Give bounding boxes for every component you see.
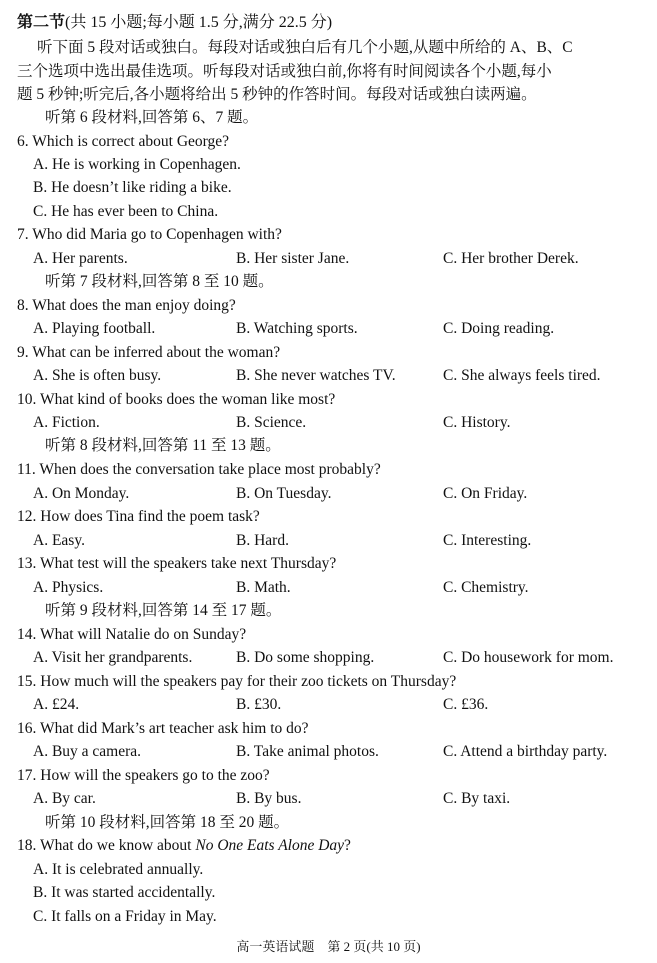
directions-line-3: 题 5 秒钟;听完后,各小题将给出 5 秒钟的作答时间。每段对话或独白读两遍。 bbox=[17, 86, 537, 103]
question-11-option-b: B. On Tuesday. bbox=[236, 485, 332, 502]
question-11-stem: 11. When does the conversation take place most probably? bbox=[17, 461, 381, 478]
question-18-stem-italic: No One Eats Alone Day bbox=[195, 837, 345, 854]
question-18-option-a: A. It is celebrated annually. bbox=[33, 861, 204, 878]
question-6-stem: 6. Which is correct about George? bbox=[17, 133, 230, 150]
question-14-stem: 14. What will Natalie do on Sunday? bbox=[17, 626, 247, 643]
question-18-option-c: C. It falls on a Friday in May. bbox=[33, 908, 217, 925]
question-10-option-c: C. History. bbox=[443, 414, 511, 431]
question-9-option-c: C. She always feels tired. bbox=[443, 367, 601, 384]
question-16-option-b: B. Take animal photos. bbox=[236, 743, 379, 760]
question-13-option-a: A. Physics. bbox=[33, 579, 104, 596]
question-14-option-c: C. Do housework for mom. bbox=[443, 649, 614, 666]
question-9-option-a: A. She is often busy. bbox=[33, 367, 162, 384]
question-15-option-c: C. £36. bbox=[443, 696, 489, 713]
instruction-material-9: 听第 9 段材料,回答第 14 至 17 题。 bbox=[45, 602, 282, 619]
question-12-option-a: A. Easy. bbox=[33, 532, 85, 549]
section-heading bbox=[17, 13, 332, 33]
question-12-option-b: B. Hard. bbox=[236, 532, 289, 549]
question-18-stem bbox=[17, 836, 351, 856]
question-17-option-b: B. By bus. bbox=[236, 790, 302, 807]
question-6-option-c: C. He has ever been to China. bbox=[33, 203, 219, 220]
question-16-option-a: A. Buy a camera. bbox=[33, 743, 142, 760]
question-14-option-b: B. Do some shopping. bbox=[236, 649, 375, 666]
question-17-option-c: C. By taxi. bbox=[443, 790, 511, 807]
question-18-stem-prefix: 18. What do we know about bbox=[17, 837, 196, 854]
question-13-option-b: B. Math. bbox=[236, 579, 291, 596]
question-16-option-c: C. Attend a birthday party. bbox=[443, 743, 608, 760]
question-10-option-a: A. Fiction. bbox=[33, 414, 100, 431]
directions-line-1: 听下面 5 段对话或独白。每段对话或独白后有几个小题,从题中所给的 A、B、C bbox=[37, 39, 573, 56]
question-13-option-c: C. Chemistry. bbox=[443, 579, 529, 596]
section-note: (共 15 小题;每小题 1.5 分,满分 22.5 分) bbox=[65, 14, 333, 31]
question-6-option-a: A. He is working in Copenhagen. bbox=[33, 156, 241, 173]
question-8-stem: 8. What does the man enjoy doing? bbox=[17, 297, 236, 314]
question-15-option-b: B. £30. bbox=[236, 696, 282, 713]
directions-line-2: 三个选项中选出最佳选项。听每段对话或独白前,你将有时间阅读各个小题,每小 bbox=[17, 63, 552, 80]
section-title: 第二节 bbox=[17, 14, 66, 31]
question-8-option-b: B. Watching sports. bbox=[236, 320, 358, 337]
question-17-option-a: A. By car. bbox=[33, 790, 96, 807]
question-11-option-c: C. On Friday. bbox=[443, 485, 528, 502]
question-12-stem: 12. How does Tina find the poem task? bbox=[17, 508, 260, 525]
question-16-stem: 16. What did Mark’s art teacher ask him to do? bbox=[17, 720, 309, 737]
question-15-stem: 15. How much will the speakers pay for their zoo tickets on Thursday? bbox=[17, 673, 457, 690]
question-14-option-a: A. Visit her grandparents. bbox=[33, 649, 193, 666]
question-18-stem-suffix: ? bbox=[344, 837, 351, 854]
instruction-material-7: 听第 7 段材料,回答第 8 至 10 题。 bbox=[45, 273, 274, 290]
question-13-stem: 13. What test will the speakers take next Thursday? bbox=[17, 555, 337, 572]
question-10-stem: 10. What kind of books does the woman like most? bbox=[17, 391, 336, 408]
instruction-material-8: 听第 8 段材料,回答第 11 至 13 题。 bbox=[45, 437, 281, 454]
question-15-option-a: A. £24. bbox=[33, 696, 80, 713]
question-6-option-b: B. He doesn’t like riding a bike. bbox=[33, 179, 232, 196]
question-8-option-c: C. Doing reading. bbox=[443, 320, 555, 337]
instruction-material-6: 听第 6 段材料,回答第 6、7 题。 bbox=[45, 109, 259, 126]
question-9-option-b: B. She never watches TV. bbox=[236, 367, 396, 384]
question-8-option-a: A. Playing football. bbox=[33, 320, 156, 337]
question-9-stem: 9. What can be inferred about the woman? bbox=[17, 344, 281, 361]
page-footer: 高一英语试题 第 2 页(共 10 页) bbox=[236, 939, 421, 954]
instruction-material-10: 听第 10 段材料,回答第 18 至 20 题。 bbox=[45, 814, 290, 831]
question-7-stem: 7. Who did Maria go to Copenhagen with? bbox=[17, 226, 282, 243]
question-11-option-a: A. On Monday. bbox=[33, 485, 130, 502]
question-7-option-b: B. Her sister Jane. bbox=[236, 250, 350, 267]
question-18-option-b: B. It was started accidentally. bbox=[33, 884, 216, 901]
question-12-option-c: C. Interesting. bbox=[443, 532, 532, 549]
question-7-option-a: A. Her parents. bbox=[33, 250, 128, 267]
question-7-option-c: C. Her brother Derek. bbox=[443, 250, 579, 267]
question-10-option-b: B. Science. bbox=[236, 414, 307, 431]
question-17-stem: 17. How will the speakers go to the zoo? bbox=[17, 767, 270, 784]
